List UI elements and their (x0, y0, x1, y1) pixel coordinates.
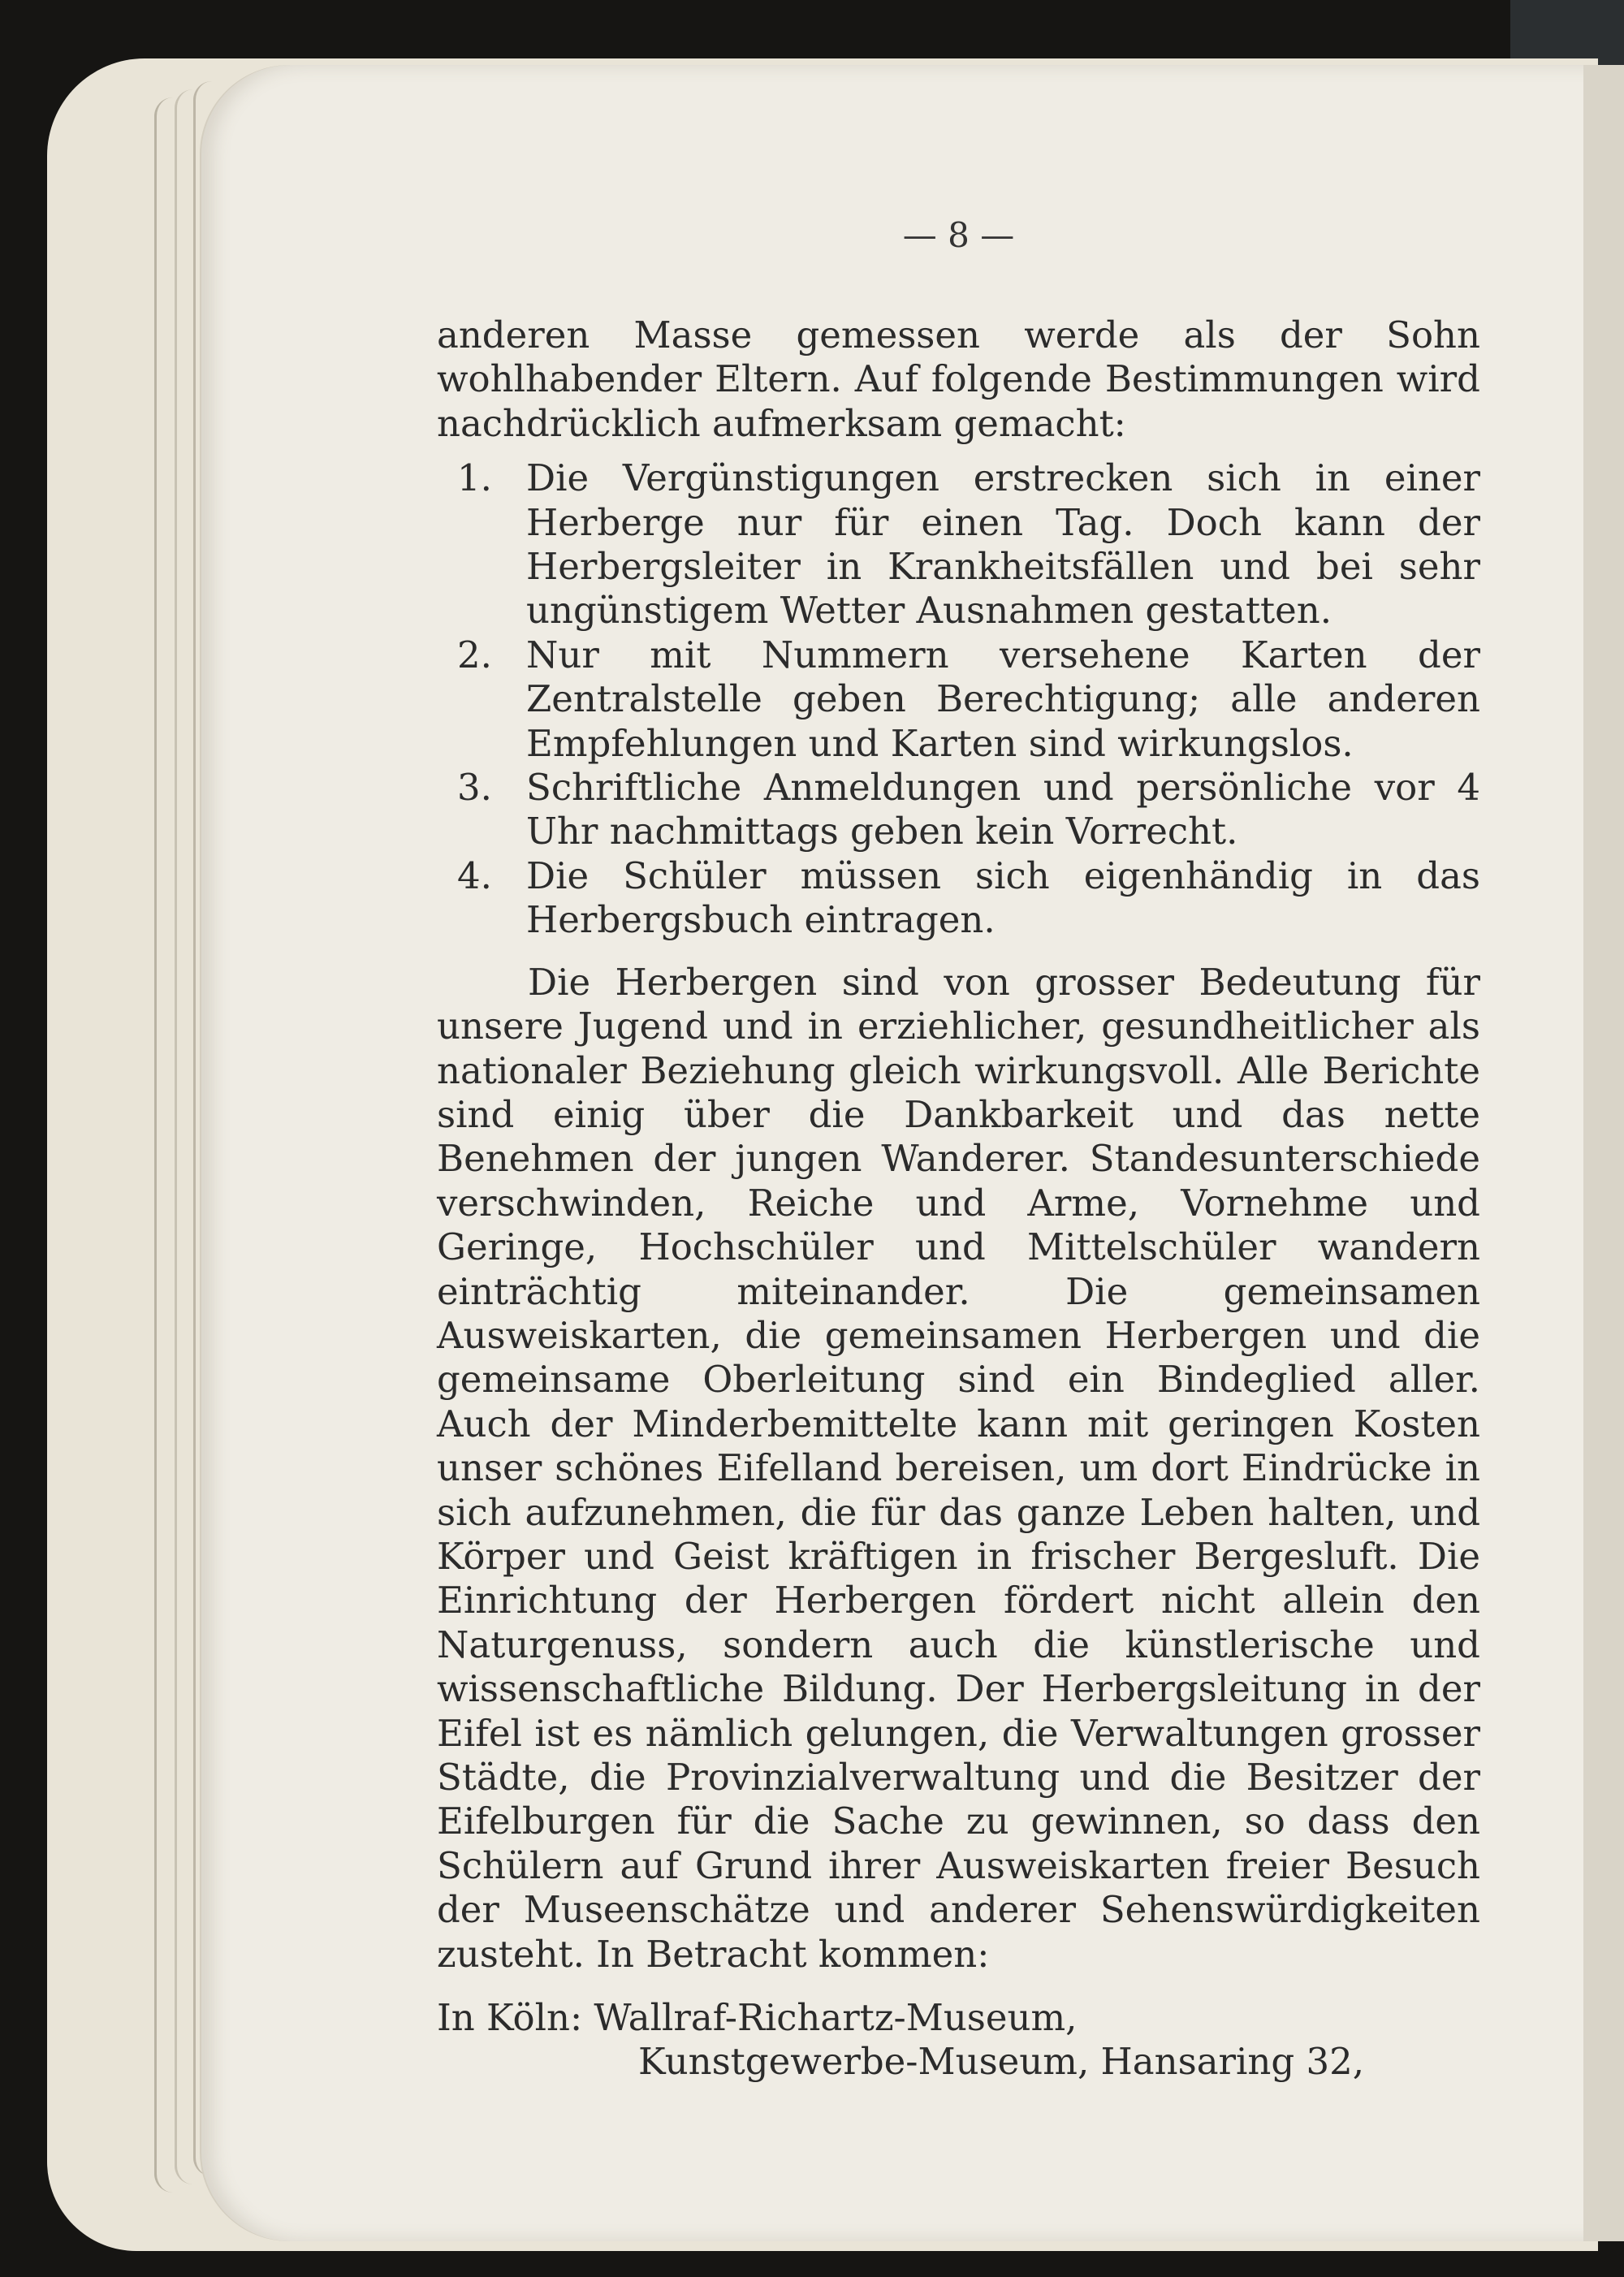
list-text: Die Vergünstigungen erstrecken sich in einer Herberge nur für einen Tag. Doch kann der Herbergsleiter in Krankheitsfällen und bei sehr ungünstigem Wetter Ausnahmen gestatten. (526, 456, 1480, 633)
rules-list (437, 456, 1480, 942)
list-number: 2. (457, 633, 492, 676)
museum-line: Kunstgewerbe-Museum, Hansaring 32, (638, 2040, 1365, 2084)
page-gutter (1583, 65, 1624, 2241)
museum-list (437, 1996, 1480, 2085)
main-paragraph: Die Herbergen sind von grosser Bedeutung für unsere Jugend und in erziehlicher, gesundheitlicher als nationaler Beziehung gleich wirkungsvoll. Alle Berichte sind einig über die Dankbarkeit und das nette Benehmen der jungen Wanderer. Standesunterschiede verschwinden, Reiche und Arme, Vornehme und Geringe, Hochschüler und Mittelschüler wandern einträchtig miteinander. Die gemeinsamen Ausweiskarten, die gemeinsamen Herbergen und die gemeinsame Oberleitung sind ein Bindeglied aller. Auch der Minderbemittelte kann mit geringen Kosten unser schönes Eifelland bereisen, um dort Eindrücke in sich aufzunehmen, die für das ganze Leben halten, und Körper und Geist kräftigen in frischer Bergesluft. Die Einrichtung der Herbergen fördert nicht allein den Naturgenuss, sondern auch die künstlerische und wissenschaftliche Bildung. Der Herbergsleitung in der Eifel ist es nämlich gelungen, die Verwaltungen grosser Städte, die Provinzialverwaltung und die Besitzer der Eifelburgen für die Sache zu gewinnen, so dass den Schülern auf Grund ihrer Ausweiskarten freier Besuch der Museenschätze und anderer Sehenswürdigkeiten zusteht. In Betracht kommen: (437, 960, 1480, 1976)
intro-paragraph: anderen Masse gemessen werde als der Sohn wohlhabender Eltern. Auf folgende Bestimmungen wird nachdrücklich aufmerksam gemacht: (437, 313, 1480, 445)
list-text: Nur mit Nummern versehene Karten der Zentralstelle geben Berechtigung; alle anderen Empfehlungen und Karten sind wirkungslos. (526, 633, 1480, 765)
list-number: 1. (457, 456, 492, 500)
page-number: — 8 — (902, 215, 1015, 255)
museum-line: In Köln: Wallraf-Richartz-Museum, (437, 1996, 1078, 2040)
list-text: Schriftliche Anmeldungen und persönliche vor 4 Uhr nachmittags geben kein Vorrecht. (526, 766, 1480, 853)
page-edge (175, 89, 193, 2184)
page-text (437, 313, 1480, 2085)
list-number: 4. (457, 853, 492, 897)
list-item (437, 456, 1480, 633)
list-text: Die Schüler müssen sich eigenhändig in das Herbergsbuch eintragen. (526, 853, 1480, 942)
list-number: 3. (457, 766, 492, 810)
list-item (437, 633, 1480, 766)
list-item (437, 766, 1480, 854)
list-item (437, 854, 1480, 943)
page-edge (154, 97, 173, 2193)
